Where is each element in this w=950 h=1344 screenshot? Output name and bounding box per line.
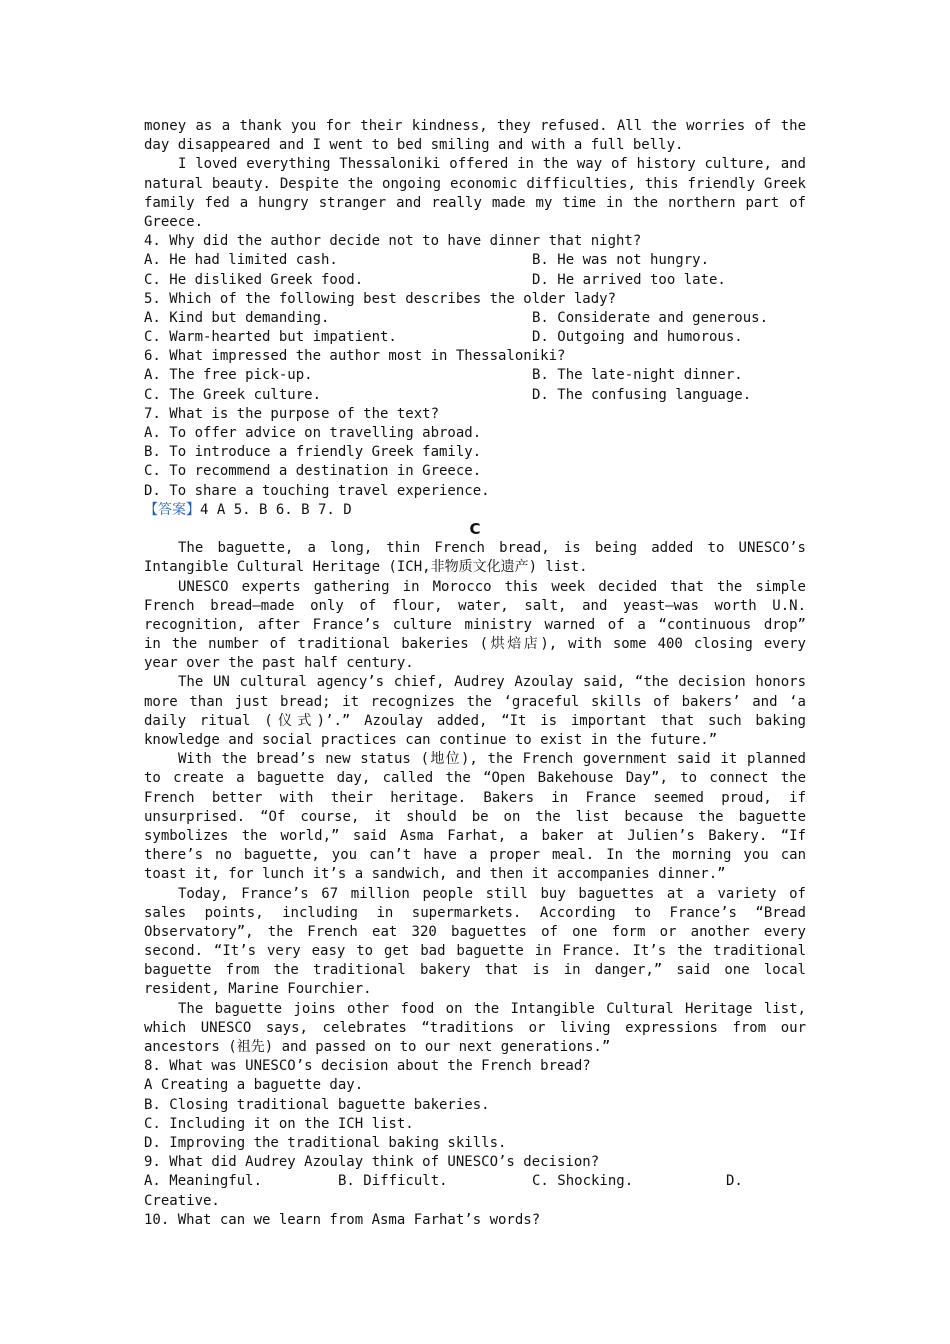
passage-line: Today, France’s 67 million people still buy baguettes at a variety of [178, 885, 806, 902]
passage-line: With the bread’s new status (地位), the French government said it planned [178, 751, 806, 768]
passage-line: unsurprised. “Of course, it should be on the list because the baguette [144, 808, 806, 825]
passage-c [144, 539, 806, 1057]
passage-line: family fed a hungry stranger and really made my time in the northern part of [144, 194, 806, 211]
option-a: A. He had limited cash. [144, 252, 338, 269]
passage-line: in the number of traditional bakeries (烘焙店), with some 400 closing every [144, 636, 806, 653]
option-c: C. Including it on the ICH list. [144, 1115, 414, 1132]
option-a: A Creating a baguette day. [144, 1077, 364, 1094]
option-d: D. He arrived too late. [532, 271, 726, 288]
passage-line: The UN cultural agency’s chief, Audrey Azoulay said, “the decision honors [178, 674, 806, 691]
passage-line: French bread—made only of flour, water, salt, and yeast—was worth U.N. [144, 597, 806, 614]
passage-line: Intangible Cultural Heritage (ICH,非物质文化遗产) list. [144, 559, 588, 576]
options-row [144, 386, 806, 405]
option-d: D. The confusing language. [532, 386, 752, 403]
passage-line: money as a thank you for their kindness, they refused. All the worries of the [144, 118, 806, 134]
option-c: C. The Greek culture. [144, 386, 322, 403]
passage-line: ancestors (祖先) and passed on to our next generations.” [144, 1039, 611, 1055]
option-a: A. To offer advice on travelling abroad. [144, 425, 482, 441]
passage-line: toast it, for lunch it’s a sandwich, and then it accompanies dinner.” [144, 866, 726, 883]
passage-line: day disappeared and I went to bed smiling and with a full belly. [144, 137, 684, 154]
passage-line: resident, Marine Fourchier. [144, 981, 372, 998]
question-4: 4. Why did the author decide not to have dinner that night? [144, 233, 642, 250]
option-c: C. He disliked Greek food. [144, 271, 364, 288]
option-b: B. The late-night dinner. [532, 367, 743, 384]
passage-line: more than just bread; it recognizes the ‘graceful skills of bakers’ and ‘a [144, 693, 806, 710]
passage-line: year over the past half century. [144, 655, 414, 672]
options-row [144, 328, 806, 347]
option-b: B. Considerate and generous. [532, 309, 769, 326]
options-row [144, 271, 806, 290]
question-10: 10. What can we learn from Asma Farhat’s words? [144, 1211, 541, 1228]
options-row [144, 309, 806, 328]
passage-line: symbolizes the world,” said Asma Farhat, a baker at Julien’s Bakery. “If [144, 827, 806, 844]
option-a: A. Meaningful. [144, 1173, 263, 1190]
passage-line: sales points, including in supermarkets. According to France’s “Bread [144, 904, 806, 921]
option-d-text: Creative. [144, 1192, 220, 1209]
option-b: B. Closing traditional baguette bakeries. [144, 1096, 490, 1113]
passage-line: natural beauty. Despite the ongoing economic difficulties, this friendly Greek [144, 175, 806, 192]
document-page [144, 117, 806, 1230]
option-d-letter: D. [726, 1173, 743, 1190]
passage-line: French better with their heritage. Bakers in France seemed proud, if [144, 789, 806, 806]
option-d: D. Outgoing and humorous. [532, 329, 743, 346]
option-a: A. The free pick-up. [144, 367, 313, 384]
answer-key [144, 501, 806, 520]
passage-line: second. “It’s very easy to get bad baguette in France. It’s the traditional [144, 943, 806, 960]
option-a: A. Kind but demanding. [144, 309, 330, 326]
passage-line: The baguette, a long, thin French bread, is being added to UNESCO’s [178, 540, 806, 557]
question-5: 5. Which of the following best describes the older lady? [144, 290, 617, 307]
section-heading: C [469, 519, 481, 538]
options-row [144, 1172, 806, 1191]
answer-tag: 【答案】 [144, 501, 200, 518]
option-c: C. Warm-hearted but impatient. [144, 329, 397, 346]
question-9: 9. What did Audrey Azoulay think of UNESCO’s decision? [144, 1154, 600, 1171]
passage-line: UNESCO experts gathering in Morocco this week decided that the simple [178, 578, 806, 595]
question-8: 8. What was UNESCO’s decision about the French bread? [144, 1058, 591, 1075]
option-c: C. Shocking. [532, 1173, 634, 1190]
option-c: C. To recommend a destination in Greece. [144, 463, 482, 480]
question-6: 6. What impressed the author most in Thessaloniki? [144, 348, 566, 365]
passage-line: which UNESCO says, celebrates “traditions or living expressions from our [144, 1019, 806, 1036]
answer-text: 4 A 5. B 6. B 7. D [200, 501, 352, 518]
passage-line: there’s no baguette, you can’t have a proper meal. In the morning you can [144, 847, 806, 864]
options-row [144, 251, 806, 270]
options-row [144, 366, 806, 385]
passage-line: recognition, after France’s culture ministry warned of a “continuous drop” [144, 616, 806, 633]
option-d: D. Improving the traditional baking skills. [144, 1134, 507, 1151]
question-7: 7. What is the purpose of the text? [144, 405, 440, 422]
option-d: D. To share a touching travel experience. [144, 482, 490, 499]
passage-line: daily ritual (仪式)’.” Azoulay added, “It is important that such baking [144, 712, 806, 729]
passage-line: baguette from the traditional bakery that is in danger,” said one local [144, 962, 806, 979]
passage-line: The baguette joins other food on the Intangible Cultural Heritage list, [178, 1000, 806, 1017]
passage-line: I loved everything Thessaloniki offered in the way of history culture, and [178, 156, 806, 173]
option-b: B. To introduce a friendly Greek family. [144, 444, 482, 461]
option-b: B. He was not hungry. [532, 252, 710, 269]
passage-line: Greece. [144, 213, 204, 230]
option-b: B. Difficult. [338, 1173, 448, 1190]
passage-line: knowledge and social practices can continue to exist in the future.” [144, 732, 718, 748]
passage-line: to create a baguette day, called the “Open Bakehouse Day”, to connect the [144, 770, 806, 787]
passage-line: Observatory”, the French eat 320 baguettes of one form or another every [144, 923, 806, 940]
